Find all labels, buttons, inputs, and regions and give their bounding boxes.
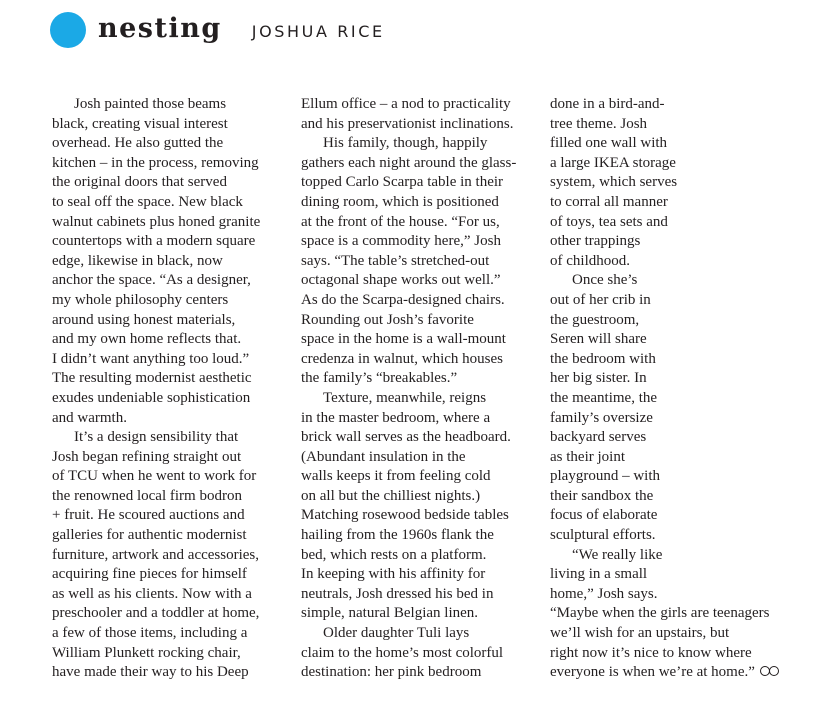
body-text: filled one wall with xyxy=(550,135,668,152)
text-column-1 xyxy=(52,95,260,683)
body-text: the guestroom, xyxy=(550,311,640,328)
body-text: home,” Josh says. xyxy=(550,585,658,602)
body-text: her big sister. In xyxy=(550,370,647,387)
body-text-line xyxy=(301,585,516,605)
body-text: I didn’t want anything too loud.” xyxy=(52,350,250,367)
body-text-line xyxy=(52,546,260,566)
body-text-line xyxy=(301,428,516,448)
body-text: Josh painted those beams xyxy=(74,96,227,112)
body-text: The resulting modernist aesthetic xyxy=(52,370,252,387)
body-text-line xyxy=(550,369,781,389)
body-text: walnut cabinets plus honed granite xyxy=(52,213,261,230)
body-text-line xyxy=(301,154,516,174)
body-text-line xyxy=(52,193,260,213)
body-text-line xyxy=(301,193,516,213)
body-text: William Plunkett rocking chair, xyxy=(52,644,241,661)
body-text: a few of those items, including a xyxy=(52,625,248,642)
body-text-line xyxy=(550,95,781,115)
body-text: on all but the chilliest nights.) xyxy=(301,487,481,504)
body-text-line xyxy=(550,213,781,233)
body-text: simple, natural Belgian linen. xyxy=(301,605,479,622)
body-text-line xyxy=(301,173,516,193)
body-text: dining room, which is positioned xyxy=(301,193,499,210)
body-text: their sandbox the xyxy=(550,487,654,504)
body-text-line xyxy=(301,369,516,389)
body-text: kitchen – in the process, removing xyxy=(52,154,259,171)
body-text: Rounding out Josh’s favorite xyxy=(301,311,474,328)
body-text-line xyxy=(301,644,516,664)
body-text-line xyxy=(301,95,516,115)
body-text-line xyxy=(301,467,516,487)
body-text: as their joint xyxy=(550,448,625,465)
body-text: destination: her pink bedroom xyxy=(301,664,482,681)
body-text: Once she’s xyxy=(572,272,638,289)
body-text-line xyxy=(52,663,260,683)
body-text-line xyxy=(301,350,516,370)
body-text-line xyxy=(52,291,260,311)
body-text: space in the home is a wall-mount xyxy=(301,331,506,348)
body-text-line xyxy=(52,467,260,487)
body-text-line xyxy=(301,487,516,507)
body-text: have made their way to his Deep xyxy=(52,664,249,681)
body-text-line xyxy=(301,565,516,585)
body-text: Texture, meanwhile, reigns xyxy=(323,389,487,406)
body-text-line xyxy=(550,311,781,331)
body-text-line xyxy=(52,428,260,448)
text-column-2 xyxy=(301,95,516,683)
body-text: Matching rosewood bedside tables xyxy=(301,507,509,524)
body-text-line xyxy=(301,663,516,683)
body-text: It’s a design sensibility that xyxy=(74,429,239,446)
body-text-line xyxy=(52,350,260,370)
body-text: Ellum office – a nod to practicality xyxy=(301,96,511,112)
body-text: (Abundant insulation in the xyxy=(301,448,466,465)
body-text-line xyxy=(550,644,781,664)
body-text: brick wall serves as the headboard. xyxy=(301,429,511,446)
body-text-line xyxy=(550,604,781,624)
body-text: family’s oversize xyxy=(550,409,653,426)
body-text: focus of elaborate xyxy=(550,507,658,524)
author-byline: JOSHUA RICE xyxy=(251,21,385,41)
end-mark-icon xyxy=(759,665,781,677)
body-text-line xyxy=(52,134,260,154)
body-text-line xyxy=(52,369,260,389)
body-text: furniture, artwork and accessories, xyxy=(52,546,259,563)
section-title: nesting xyxy=(98,12,222,44)
body-text: of TCU when he went to work for xyxy=(52,468,257,485)
body-text-line xyxy=(550,252,781,272)
body-text: overhead. He also gutted the xyxy=(52,135,224,152)
body-text: neutrals, Josh dressed his bed in xyxy=(301,585,494,602)
body-text: tree theme. Josh xyxy=(550,115,648,132)
body-text: as well as his clients. Now with a xyxy=(52,585,252,602)
body-text-line xyxy=(550,409,781,429)
body-text-line xyxy=(52,330,260,350)
body-text-line xyxy=(550,134,781,154)
body-text: walls keeps it from feeling cold xyxy=(301,468,491,485)
body-text: says. “The table’s stretched-out xyxy=(301,252,490,269)
body-text: playground – with xyxy=(550,468,660,485)
body-text-line xyxy=(550,546,781,566)
body-text-line xyxy=(52,409,260,429)
body-text: of childhood. xyxy=(550,252,630,269)
body-text-line xyxy=(301,604,516,624)
body-text-line xyxy=(550,663,781,683)
body-text-line xyxy=(52,173,260,193)
body-text-line xyxy=(52,389,260,409)
body-text: at the front of the house. “For us, xyxy=(301,213,500,230)
body-text: countertops with a modern square xyxy=(52,233,256,250)
body-text: right now it’s nice to know where xyxy=(550,644,752,661)
body-text: credenza in walnut, which houses xyxy=(301,350,504,367)
body-text-line xyxy=(301,526,516,546)
body-text-line xyxy=(301,311,516,331)
body-text: we’ll wish for an upstairs, but xyxy=(550,625,730,642)
body-text: His family, though, happily xyxy=(323,135,488,152)
body-text-line xyxy=(52,506,260,526)
body-text: other trappings xyxy=(550,233,641,250)
body-text-line xyxy=(550,291,781,311)
body-text-line xyxy=(301,624,516,644)
body-text: to corral all manner xyxy=(550,193,668,210)
body-text: black, creating visual interest xyxy=(52,115,228,132)
body-text: out of her crib in xyxy=(550,291,651,308)
body-text-line xyxy=(301,271,516,291)
text-column-3 xyxy=(550,95,781,683)
body-text: in the master bedroom, where a xyxy=(301,409,491,426)
body-text-line xyxy=(52,644,260,664)
body-text-line xyxy=(52,585,260,605)
body-text-line xyxy=(550,154,781,174)
body-text: and my own home reflects that. xyxy=(52,331,242,348)
body-text: bed, which rests on a platform. xyxy=(301,546,487,563)
body-text-line xyxy=(550,173,781,193)
body-text-line xyxy=(550,585,781,605)
body-text: As do the Scarpa-designed chairs. xyxy=(301,291,505,308)
body-text: gathers each night around the glass- xyxy=(301,154,517,171)
body-text: Josh began refining straight out xyxy=(52,448,242,465)
body-text-line xyxy=(52,232,260,252)
body-text: the original doors that served xyxy=(52,174,227,191)
body-text-line xyxy=(301,506,516,526)
body-text-line xyxy=(550,330,781,350)
body-text: topped Carlo Scarpa table in their xyxy=(301,174,504,191)
body-text-line xyxy=(550,448,781,468)
body-text: backyard serves xyxy=(550,429,647,446)
body-text: “We really like xyxy=(572,546,663,563)
body-text-line xyxy=(550,232,781,252)
body-text-line xyxy=(550,271,781,291)
body-text-line xyxy=(550,389,781,409)
body-text: the meantime, the xyxy=(550,389,658,406)
body-text: space is a commodity here,” Josh xyxy=(301,233,501,250)
body-text-line xyxy=(301,115,516,135)
body-text-line xyxy=(301,232,516,252)
body-text: anchor the space. “As a designer, xyxy=(52,272,251,289)
body-text: a large IKEA storage xyxy=(550,154,676,171)
body-text: living in a small xyxy=(550,566,648,583)
body-text-line xyxy=(301,409,516,429)
body-text: my whole philosophy centers xyxy=(52,291,229,308)
body-text: around using honest materials, xyxy=(52,311,236,328)
body-text: sculptural efforts. xyxy=(550,527,656,544)
body-text-line xyxy=(52,115,260,135)
body-text: and his preservationist inclinations. xyxy=(301,115,514,132)
body-text-line xyxy=(550,115,781,135)
body-text-line xyxy=(52,526,260,546)
body-text-line xyxy=(52,95,260,115)
body-text: the renowned local firm bodron xyxy=(52,487,242,504)
body-text: + fruit. He scoured auctions and xyxy=(52,507,245,524)
body-text-line xyxy=(550,428,781,448)
body-text: claim to the home’s most colorful xyxy=(301,644,504,661)
body-text: everyone is when we’re at home.” xyxy=(550,664,755,681)
body-text-line xyxy=(52,624,260,644)
body-text-line xyxy=(550,193,781,213)
body-text-line xyxy=(52,565,260,585)
body-text: preschooler and a toddler at home, xyxy=(52,605,260,622)
body-text-line xyxy=(52,311,260,331)
body-text: to seal off the space. New black xyxy=(52,193,243,210)
body-text: of toys, tea sets and xyxy=(550,213,668,230)
body-text-line xyxy=(52,154,260,174)
body-text-line xyxy=(52,448,260,468)
body-text: acquiring fine pieces for himself xyxy=(52,566,247,583)
body-text-line xyxy=(301,213,516,233)
body-text-line xyxy=(301,448,516,468)
body-text: Seren will share xyxy=(550,331,647,348)
body-text: edge, likewise in black, now xyxy=(52,252,223,269)
body-text-line xyxy=(301,330,516,350)
body-text-line xyxy=(301,389,516,409)
body-text: system, which serves xyxy=(550,174,678,191)
body-text: exudes undeniable sophistication xyxy=(52,389,251,406)
body-text-line xyxy=(301,546,516,566)
section-dot-icon xyxy=(50,12,86,48)
body-text-line xyxy=(550,467,781,487)
body-text-line xyxy=(52,604,260,624)
body-text-line xyxy=(550,624,781,644)
body-text-line xyxy=(550,565,781,585)
body-text-line xyxy=(550,526,781,546)
body-text-line xyxy=(550,506,781,526)
body-text: In keeping with his affinity for xyxy=(301,566,486,583)
body-text: the bedroom with xyxy=(550,350,656,367)
body-text-line xyxy=(301,291,516,311)
body-text: “Maybe when the girls are teenagers xyxy=(550,605,770,622)
body-text-line xyxy=(52,213,260,233)
body-text-line xyxy=(52,487,260,507)
body-text-line xyxy=(52,271,260,291)
body-text-line xyxy=(301,134,516,154)
section-header xyxy=(50,12,385,48)
body-text-line xyxy=(301,252,516,272)
body-text-line xyxy=(550,487,781,507)
body-text-line xyxy=(52,252,260,272)
body-text: Older daughter Tuli lays xyxy=(323,625,470,642)
body-text: octagonal shape works out well.” xyxy=(301,272,501,289)
body-text: the family’s “breakables.” xyxy=(301,370,458,387)
body-text: and warmth. xyxy=(52,409,127,426)
body-text: hailing from the 1960s flank the xyxy=(301,527,494,544)
body-text-line xyxy=(550,350,781,370)
body-text: galleries for authentic modernist xyxy=(52,527,247,544)
body-text: done in a bird-and- xyxy=(550,96,665,112)
